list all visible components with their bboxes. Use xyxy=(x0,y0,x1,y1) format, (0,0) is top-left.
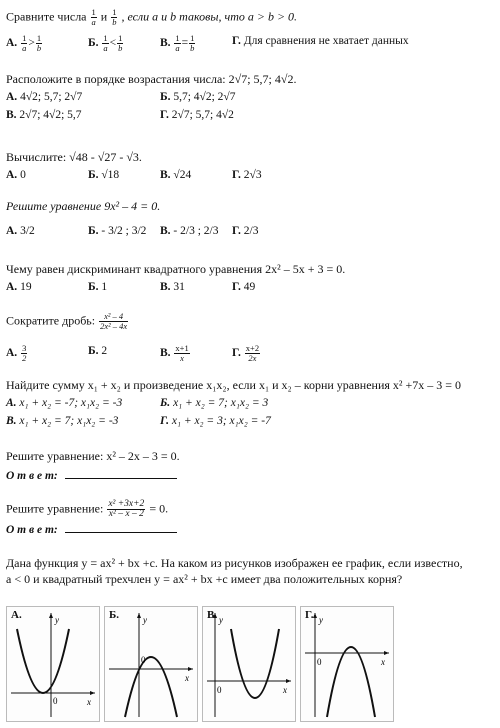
q2-option-1 xyxy=(160,90,236,104)
q6-option-0-label: А. xyxy=(6,347,18,360)
q7-option-3-label: Г. xyxy=(160,415,169,427)
q1-option-a xyxy=(6,34,43,53)
q3-option-3 xyxy=(232,168,262,182)
q8-answer-label: О т в е т: xyxy=(6,470,58,482)
q9-prompt: Решите уравнение: xyxy=(6,501,104,516)
q4-option-2-label: В. xyxy=(160,225,171,237)
q1-option-g xyxy=(232,34,409,48)
svg-text:x: x xyxy=(283,685,287,695)
q3-option-1 xyxy=(88,168,119,182)
q9-answer xyxy=(6,522,177,537)
q5-option-2 xyxy=(160,280,185,294)
q2-option-0-label: А. xyxy=(6,91,18,103)
q7-option-1-label: Б. xyxy=(160,397,171,409)
q6-option-1-label: Б. xyxy=(88,345,99,357)
svg-text:0: 0 xyxy=(317,657,322,667)
q2-option-1-label: Б. xyxy=(160,91,171,103)
q7-option-0-text: x₁ + x₂ = -7; x₁x₂ = -3 xyxy=(19,397,123,409)
q2-option-3 xyxy=(160,108,234,122)
q6-option-0 xyxy=(6,344,28,363)
q3-option-0-label: А. xyxy=(6,169,18,181)
q10-line1: Дана функция y = ax² + bx +c. На каком из рисунков изображен ее график, если известно, xyxy=(6,556,463,570)
graph-a-label: А. xyxy=(11,609,22,621)
q5-option-0-text: 19 xyxy=(20,281,32,293)
q2-option-2 xyxy=(6,108,82,122)
q1-option-v-right: $\frac{1}{b}$ xyxy=(190,33,195,53)
q1-option-v-label: В. xyxy=(160,37,171,50)
q1-option-b-sign: < xyxy=(109,37,117,50)
graph-b-plot xyxy=(105,607,197,721)
q3-option-3-label: Г. xyxy=(232,169,241,181)
q2-text: Расположите в порядке возрастания числа: 2√7; 5,7; 4√2. xyxy=(6,72,297,86)
q1-option-v xyxy=(160,34,196,53)
q3-option-2-text: √24 xyxy=(173,169,192,181)
q5-option-1 xyxy=(88,280,107,294)
graph-c-label: В. xyxy=(207,609,218,621)
q5-option-0-label: А. xyxy=(6,281,18,293)
q3-option-2-label: В. xyxy=(160,169,171,181)
q3-option-1-label: Б. xyxy=(88,169,99,181)
q4-option-1-label: Б. xyxy=(88,225,99,237)
graph-b xyxy=(104,606,198,722)
q4-option-1-text: - 3/2 ; 3/2 xyxy=(101,225,147,237)
q1-prompt: Сравните числа xyxy=(6,9,87,24)
q9-text xyxy=(6,500,168,519)
q4-option-3-text: 2/3 xyxy=(243,225,259,237)
q7-option-2-text: x₁ + x₂ = 7; x₁x₂ = -3 xyxy=(19,415,119,427)
q1-condition: , если a и b таковы, что a > b > 0. xyxy=(121,9,298,24)
q4-option-2-text: - 2/3 ; 2/3 xyxy=(173,225,219,237)
svg-text:0: 0 xyxy=(53,696,58,706)
q1-option-v-left: $\frac{1}{a}$ xyxy=(175,33,180,53)
graph-g-label: Г. xyxy=(305,609,314,621)
svg-text:y: y xyxy=(219,615,223,625)
q4-option-0-text: 3/2 xyxy=(20,225,35,237)
q4-option-1 xyxy=(88,224,146,238)
q5-option-1-label: Б. xyxy=(88,281,99,293)
q3-option-3-text: 2√3 xyxy=(243,169,262,181)
q6-option-2-fraction: $\frac{x+1}{x}$ xyxy=(175,343,189,363)
q3-option-0-text: 0 xyxy=(20,169,26,181)
q6-prompt: Сократите дробь: xyxy=(6,313,96,328)
q4-option-0-label: А. xyxy=(6,225,18,237)
q1-option-g-label: Г. xyxy=(232,35,241,47)
q9-tail: = 0. xyxy=(149,501,169,516)
graph-g-plot xyxy=(301,607,393,721)
q4-text: Решите уравнение 9x² – 4 = 0. xyxy=(6,199,161,213)
q9-answer-label: О т в е т: xyxy=(6,524,58,536)
q6-option-0-fraction: $\frac{3}{2}$ xyxy=(22,343,27,363)
svg-text:x: x xyxy=(381,657,385,667)
q3-option-2 xyxy=(160,168,191,182)
graph-c xyxy=(202,606,296,722)
q1-option-a-label: А. xyxy=(6,37,18,50)
q6-option-2-label: В. xyxy=(160,347,171,360)
q1-option-b-right: $\frac{1}{b}$ xyxy=(118,33,123,53)
q5-option-2-label: В. xyxy=(160,281,171,293)
q2-option-0-text: 4√2; 5,7; 2√7 xyxy=(20,91,83,103)
q6-option-2 xyxy=(160,344,191,363)
q2-option-3-text: 2√7; 5,7; 4√2 xyxy=(171,109,234,121)
q6-option-1-text: 2 xyxy=(101,345,108,357)
svg-text:0: 0 xyxy=(141,655,146,665)
q4-option-3-label: Г. xyxy=(232,225,241,237)
q5-option-0 xyxy=(6,280,32,294)
q7-option-2 xyxy=(6,414,118,428)
q7-option-1 xyxy=(160,396,268,410)
q2-option-1-text: 5,7; 4√2; 2√7 xyxy=(173,91,236,103)
q9-fraction: $\frac{\text{x² +3x+2}}{\text{x² – x – 2}}$ xyxy=(108,499,145,519)
q6-option-3-fraction: $\frac{x+2}{2x}$ xyxy=(245,343,260,363)
q7-option-3 xyxy=(160,414,271,428)
q4-option-2 xyxy=(160,224,218,238)
q7-option-2-label: В. xyxy=(6,415,17,427)
q7-option-0 xyxy=(6,396,122,410)
graph-c-plot xyxy=(203,607,295,721)
q3-option-0 xyxy=(6,168,26,182)
q1-option-b-left: $\frac{1}{a}$ xyxy=(103,33,108,53)
q1-option-a-sign: > xyxy=(28,37,35,50)
graph-b-label: Б. xyxy=(109,609,120,621)
q5-option-1-text: 1 xyxy=(101,281,108,293)
q1-frac-b: $\frac{1}{b}$ xyxy=(112,7,117,27)
q2-option-2-text: 2√7; 4√2; 5,7 xyxy=(19,109,82,121)
q2-option-0 xyxy=(6,90,82,104)
q1-text xyxy=(6,8,297,27)
q6-option-3 xyxy=(232,344,261,363)
q8-answer-field[interactable] xyxy=(65,468,177,479)
q6-text xyxy=(6,312,129,331)
q7-text: Найдите сумму x₁ + x₂ и произведение x₁x₂, если x₁ и x₂ – корни уравнения x² +7x – 3 = 0 xyxy=(6,378,462,392)
q1-option-b xyxy=(88,34,124,53)
q4-option-3 xyxy=(232,224,258,238)
q9-answer-field[interactable] xyxy=(65,522,177,533)
q7-option-3-text: x₁ + x₂ = 3; x₁x₂ = -7 xyxy=(171,415,271,427)
q2-option-3-label: Г. xyxy=(160,109,169,121)
q10-line2: a < 0 и квадратный трехчлен y = ax² + bx +c имеет два положительных корня? xyxy=(6,572,403,586)
q5-text: Чему равен дискриминант квадратного уравнения 2x² – 5x + 3 = 0. xyxy=(6,262,346,276)
q6-fraction: $\frac{\text{x² – 4}}{\text{2x² – 4x}}$ xyxy=(100,311,128,331)
svg-text:y: y xyxy=(143,615,147,625)
q1-option-g-text: Для сравнения не хватает данных xyxy=(243,35,409,47)
q3-option-1-text: √18 xyxy=(101,169,120,181)
graph-a xyxy=(6,606,100,722)
svg-text:0: 0 xyxy=(217,685,222,695)
q1-and: и xyxy=(100,9,108,24)
q6-option-1 xyxy=(88,344,107,358)
q5-option-3-label: Г. xyxy=(232,281,241,293)
q4-option-0 xyxy=(6,224,35,238)
q1-option-b-label: Б. xyxy=(88,37,99,50)
q8-text: Решите уравнение: x² – 2x – 3 = 0. xyxy=(6,449,180,463)
q3-text: Вычислите: √48 - √27 - √3. xyxy=(6,150,142,164)
q7-option-0-label: А. xyxy=(6,397,17,409)
q1-option-a-left: $\frac{1}{a}$ xyxy=(22,33,27,53)
q1-option-v-sign: = xyxy=(181,37,189,50)
q5-option-2-text: 31 xyxy=(173,281,185,293)
q5-option-3 xyxy=(232,280,255,294)
q1-option-a-right: $\frac{1}{b}$ xyxy=(36,33,42,53)
svg-text:y: y xyxy=(55,615,59,625)
graph-g xyxy=(300,606,394,722)
svg-text:y: y xyxy=(319,615,323,625)
q1-frac-a: $\frac{1}{a}$ xyxy=(91,7,96,27)
q2-option-2-label: В. xyxy=(6,109,17,121)
graph-a-plot xyxy=(7,607,99,721)
q5-option-3-text: 49 xyxy=(243,281,256,293)
q6-option-3-label: Г. xyxy=(232,347,241,360)
svg-text:x: x xyxy=(185,673,189,683)
q7-option-1-text: x₁ + x₂ = 7; x₁x₂ = 3 xyxy=(173,397,269,409)
q8-answer xyxy=(6,468,177,483)
svg-text:x: x xyxy=(87,697,91,707)
